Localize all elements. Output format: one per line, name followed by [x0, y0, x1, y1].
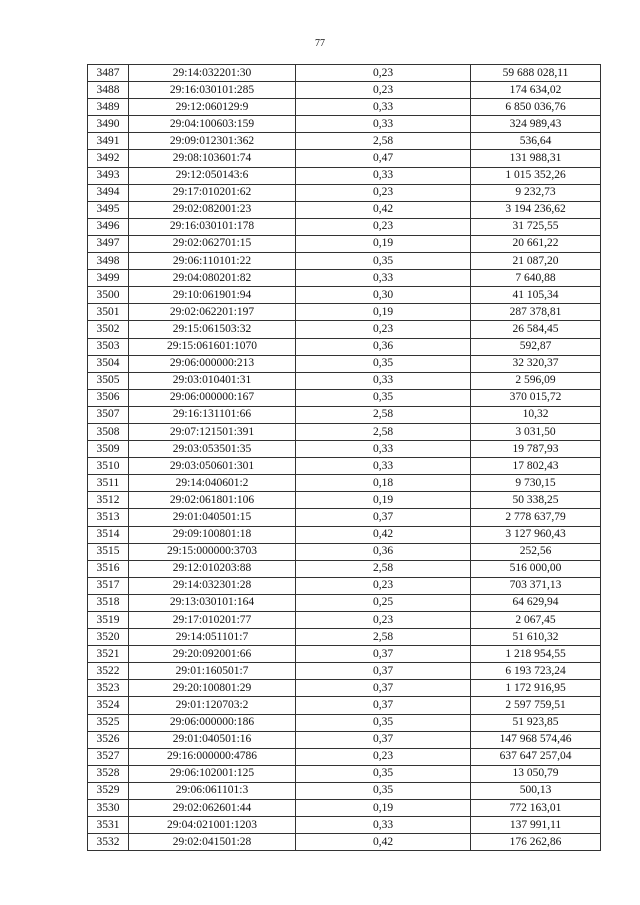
rate-cell: 0,42 [296, 834, 471, 851]
cadastral-number-cell: 29:13:030101:164 [129, 594, 296, 611]
value-cell: 637 647 257,04 [471, 748, 601, 765]
cadastral-number-cell: 29:16:030101:178 [129, 218, 296, 235]
row-number-cell: 3509 [88, 441, 129, 458]
cadastral-number-cell: 29:03:053501:35 [129, 441, 296, 458]
row-number-cell: 3503 [88, 338, 129, 355]
page-number: 77 [315, 38, 325, 49]
cadastral-number-cell: 29:15:061503:32 [129, 321, 296, 338]
row-number-cell: 3522 [88, 663, 129, 680]
rate-cell: 0,23 [296, 321, 471, 338]
table-row [88, 765, 601, 782]
row-number-cell: 3524 [88, 697, 129, 714]
value-cell: 10,32 [471, 406, 601, 423]
table-row [88, 697, 601, 714]
rate-cell: 0,18 [296, 475, 471, 492]
value-cell: 500,13 [471, 782, 601, 799]
row-number-cell: 3528 [88, 765, 129, 782]
row-number-cell: 3498 [88, 253, 129, 270]
cadastral-number-cell: 29:10:061901:94 [129, 287, 296, 304]
value-cell: 137 991,11 [471, 817, 601, 834]
table-row [88, 355, 601, 372]
rate-cell: 2,58 [296, 560, 471, 577]
value-cell: 3 031,50 [471, 423, 601, 440]
cadastral-number-cell: 29:14:051101:7 [129, 629, 296, 646]
row-number-cell: 3519 [88, 612, 129, 629]
row-number-cell: 3512 [88, 492, 129, 509]
row-number-cell: 3494 [88, 184, 129, 201]
value-cell: 31 725,55 [471, 218, 601, 235]
table-row [88, 65, 601, 82]
value-cell: 2 597 759,51 [471, 697, 601, 714]
rate-cell: 0,33 [296, 441, 471, 458]
table-row [88, 338, 601, 355]
rate-cell: 0,47 [296, 150, 471, 167]
cadastral-number-cell: 29:04:080201:82 [129, 270, 296, 287]
row-number-cell: 3500 [88, 287, 129, 304]
rate-cell: 0,35 [296, 253, 471, 270]
row-number-cell: 3526 [88, 731, 129, 748]
value-cell: 1 015 352,26 [471, 167, 601, 184]
cadastral-number-cell: 29:12:050143:6 [129, 167, 296, 184]
rate-cell: 0,37 [296, 731, 471, 748]
table-row [88, 218, 601, 235]
row-number-cell: 3495 [88, 201, 129, 218]
row-number-cell: 3491 [88, 133, 129, 150]
value-cell: 703 371,13 [471, 577, 601, 594]
value-cell: 516 000,00 [471, 560, 601, 577]
cadastral-number-cell: 29:07:121501:391 [129, 423, 296, 440]
value-cell: 370 015,72 [471, 389, 601, 406]
cadastral-number-cell: 29:02:062701:15 [129, 235, 296, 252]
value-cell: 3 127 960,43 [471, 526, 601, 543]
table-row [88, 389, 601, 406]
value-cell: 19 787,93 [471, 441, 601, 458]
row-number-cell: 3487 [88, 65, 129, 82]
value-cell: 6 850 036,76 [471, 99, 601, 116]
rate-cell: 0,33 [296, 99, 471, 116]
value-cell: 26 584,45 [471, 321, 601, 338]
cadastral-number-cell: 29:09:012301:362 [129, 133, 296, 150]
table-row [88, 526, 601, 543]
row-number-cell: 3497 [88, 235, 129, 252]
table-row [88, 99, 601, 116]
row-number-cell: 3490 [88, 116, 129, 133]
table-body [88, 65, 601, 851]
rate-cell: 0,36 [296, 338, 471, 355]
cadastral-number-cell: 29:02:062201:197 [129, 304, 296, 321]
rate-cell: 0,23 [296, 577, 471, 594]
value-cell: 21 087,20 [471, 253, 601, 270]
row-number-cell: 3532 [88, 834, 129, 851]
row-number-cell: 3508 [88, 423, 129, 440]
value-cell: 51 923,85 [471, 714, 601, 731]
rate-cell: 0,30 [296, 287, 471, 304]
rate-cell: 2,58 [296, 423, 471, 440]
cadastral-number-cell: 29:16:131101:66 [129, 406, 296, 423]
cadastral-number-cell: 29:06:061101:3 [129, 782, 296, 799]
row-number-cell: 3492 [88, 150, 129, 167]
cadastral-number-cell: 29:02:041501:28 [129, 834, 296, 851]
cadastral-number-cell: 29:12:060129:9 [129, 99, 296, 116]
value-cell: 324 989,43 [471, 116, 601, 133]
rate-cell: 0,37 [296, 697, 471, 714]
row-number-cell: 3523 [88, 680, 129, 697]
value-cell: 176 262,86 [471, 834, 601, 851]
table-row [88, 423, 601, 440]
table-row [88, 253, 601, 270]
table-row [88, 646, 601, 663]
value-cell: 41 105,34 [471, 287, 601, 304]
cadastral-number-cell: 29:20:092001:66 [129, 646, 296, 663]
cadastral-number-cell: 29:06:110101:22 [129, 253, 296, 270]
row-number-cell: 3513 [88, 509, 129, 526]
row-number-cell: 3521 [88, 646, 129, 663]
table-row [88, 184, 601, 201]
rate-cell: 0,23 [296, 82, 471, 99]
cadastral-number-cell: 29:01:120703:2 [129, 697, 296, 714]
value-cell: 287 378,81 [471, 304, 601, 321]
cadastral-number-cell: 29:12:010203:88 [129, 560, 296, 577]
cadastral-number-cell: 29:04:021001:1203 [129, 817, 296, 834]
row-number-cell: 3505 [88, 372, 129, 389]
table-row [88, 133, 601, 150]
value-cell: 1 172 916,95 [471, 680, 601, 697]
row-number-cell: 3515 [88, 543, 129, 560]
table-row [88, 270, 601, 287]
rate-cell: 0,23 [296, 218, 471, 235]
rate-cell: 0,35 [296, 765, 471, 782]
value-cell: 64 629,94 [471, 594, 601, 611]
table-row [88, 287, 601, 304]
row-number-cell: 3516 [88, 560, 129, 577]
cadastral-number-cell: 29:17:010201:62 [129, 184, 296, 201]
table-row [88, 560, 601, 577]
table-row [88, 782, 601, 799]
rate-cell: 0,37 [296, 680, 471, 697]
value-cell: 131 988,31 [471, 150, 601, 167]
cadastral-number-cell: 29:06:102001:125 [129, 765, 296, 782]
cadastral-number-cell: 29:17:010201:77 [129, 612, 296, 629]
cadastral-number-cell: 29:14:040601:2 [129, 475, 296, 492]
table-row [88, 800, 601, 817]
value-cell: 536,64 [471, 133, 601, 150]
table-row [88, 834, 601, 851]
row-number-cell: 3517 [88, 577, 129, 594]
rate-cell: 2,58 [296, 629, 471, 646]
table-row [88, 577, 601, 594]
row-number-cell: 3527 [88, 748, 129, 765]
value-cell: 3 194 236,62 [471, 201, 601, 218]
table-row [88, 372, 601, 389]
rate-cell: 0,42 [296, 526, 471, 543]
cadastral-number-cell: 29:16:030101:285 [129, 82, 296, 99]
row-number-cell: 3529 [88, 782, 129, 799]
value-cell: 50 338,25 [471, 492, 601, 509]
cadastral-number-cell: 29:04:100603:159 [129, 116, 296, 133]
row-number-cell: 3520 [88, 629, 129, 646]
rate-cell: 0,37 [296, 663, 471, 680]
rate-cell: 0,33 [296, 167, 471, 184]
table-row [88, 748, 601, 765]
row-number-cell: 3502 [88, 321, 129, 338]
rate-cell: 0,37 [296, 509, 471, 526]
table-row [88, 714, 601, 731]
row-number-cell: 3504 [88, 355, 129, 372]
table-row [88, 663, 601, 680]
table-row [88, 680, 601, 697]
row-number-cell: 3489 [88, 99, 129, 116]
cadastral-number-cell: 29:14:032201:30 [129, 65, 296, 82]
rate-cell: 0,25 [296, 594, 471, 611]
row-number-cell: 3488 [88, 82, 129, 99]
value-cell: 13 050,79 [471, 765, 601, 782]
cadastral-number-cell: 29:02:082001:23 [129, 201, 296, 218]
cadastral-number-cell: 29:15:061601:1070 [129, 338, 296, 355]
cadastral-number-cell: 29:20:100801:29 [129, 680, 296, 697]
rate-cell: 0,33 [296, 116, 471, 133]
table-row [88, 82, 601, 99]
rate-cell: 0,35 [296, 782, 471, 799]
row-number-cell: 3510 [88, 458, 129, 475]
table-row [88, 441, 601, 458]
rate-cell: 0,23 [296, 184, 471, 201]
value-cell: 17 802,43 [471, 458, 601, 475]
table-row [88, 201, 601, 218]
rate-cell: 0,23 [296, 612, 471, 629]
row-number-cell: 3511 [88, 475, 129, 492]
rate-cell: 0,36 [296, 543, 471, 560]
value-cell: 147 968 574,46 [471, 731, 601, 748]
rate-cell: 0,19 [296, 235, 471, 252]
cadastral-number-cell: 29:02:061801:106 [129, 492, 296, 509]
table-row [88, 817, 601, 834]
row-number-cell: 3530 [88, 800, 129, 817]
row-number-cell: 3507 [88, 406, 129, 423]
value-cell: 592,87 [471, 338, 601, 355]
rate-cell: 0,37 [296, 646, 471, 663]
table-row [88, 612, 601, 629]
rate-cell: 2,58 [296, 133, 471, 150]
cadastral-number-cell: 29:08:103601:74 [129, 150, 296, 167]
cadastral-number-cell: 29:01:040501:16 [129, 731, 296, 748]
rate-cell: 0,33 [296, 270, 471, 287]
value-cell: 32 320,37 [471, 355, 601, 372]
rate-cell: 0,19 [296, 304, 471, 321]
value-cell: 252,56 [471, 543, 601, 560]
cadastral-number-cell: 29:15:000000:3703 [129, 543, 296, 560]
value-cell: 7 640,88 [471, 270, 601, 287]
rate-cell: 0,33 [296, 458, 471, 475]
cadastral-number-cell: 29:06:000000:213 [129, 355, 296, 372]
table-row [88, 321, 601, 338]
table-row [88, 116, 601, 133]
rate-cell: 2,58 [296, 406, 471, 423]
cadastral-number-cell: 29:16:000000:4786 [129, 748, 296, 765]
table-row [88, 594, 601, 611]
cadastral-number-cell: 29:01:040501:15 [129, 509, 296, 526]
table-row [88, 543, 601, 560]
table-row [88, 304, 601, 321]
rate-cell: 0,42 [296, 201, 471, 218]
cadastral-table [87, 64, 601, 851]
table-row [88, 458, 601, 475]
value-cell: 772 163,01 [471, 800, 601, 817]
cadastral-number-cell: 29:14:032301:28 [129, 577, 296, 594]
table-row [88, 509, 601, 526]
rate-cell: 0,35 [296, 389, 471, 406]
value-cell: 59 688 028,11 [471, 65, 601, 82]
rate-cell: 0,23 [296, 65, 471, 82]
row-number-cell: 3493 [88, 167, 129, 184]
table-row [88, 150, 601, 167]
table-row [88, 475, 601, 492]
cadastral-number-cell: 29:06:000000:167 [129, 389, 296, 406]
rate-cell: 0,33 [296, 817, 471, 834]
row-number-cell: 3531 [88, 817, 129, 834]
table-row [88, 629, 601, 646]
value-cell: 1 218 954,55 [471, 646, 601, 663]
value-cell: 51 610,32 [471, 629, 601, 646]
row-number-cell: 3496 [88, 218, 129, 235]
cadastral-number-cell: 29:03:010401:31 [129, 372, 296, 389]
value-cell: 9 730,15 [471, 475, 601, 492]
row-number-cell: 3506 [88, 389, 129, 406]
cadastral-number-cell: 29:02:062601:44 [129, 800, 296, 817]
rate-cell: 0,33 [296, 372, 471, 389]
cadastral-number-cell: 29:01:160501:7 [129, 663, 296, 680]
row-number-cell: 3514 [88, 526, 129, 543]
value-cell: 2 067,45 [471, 612, 601, 629]
rate-cell: 0,23 [296, 748, 471, 765]
table-row [88, 731, 601, 748]
row-number-cell: 3518 [88, 594, 129, 611]
cadastral-number-cell: 29:03:050601:301 [129, 458, 296, 475]
rate-cell: 0,35 [296, 355, 471, 372]
value-cell: 6 193 723,24 [471, 663, 601, 680]
rate-cell: 0,19 [296, 492, 471, 509]
row-number-cell: 3525 [88, 714, 129, 731]
rate-cell: 0,19 [296, 800, 471, 817]
cadastral-number-cell: 29:09:100801:18 [129, 526, 296, 543]
value-cell: 174 634,02 [471, 82, 601, 99]
value-cell: 2 778 637,79 [471, 509, 601, 526]
table-row [88, 167, 601, 184]
value-cell: 9 232,73 [471, 184, 601, 201]
table-row [88, 492, 601, 509]
row-number-cell: 3499 [88, 270, 129, 287]
row-number-cell: 3501 [88, 304, 129, 321]
rate-cell: 0,35 [296, 714, 471, 731]
table-row [88, 406, 601, 423]
value-cell: 20 661,22 [471, 235, 601, 252]
table-row [88, 235, 601, 252]
cadastral-number-cell: 29:06:000000:186 [129, 714, 296, 731]
value-cell: 2 596,09 [471, 372, 601, 389]
